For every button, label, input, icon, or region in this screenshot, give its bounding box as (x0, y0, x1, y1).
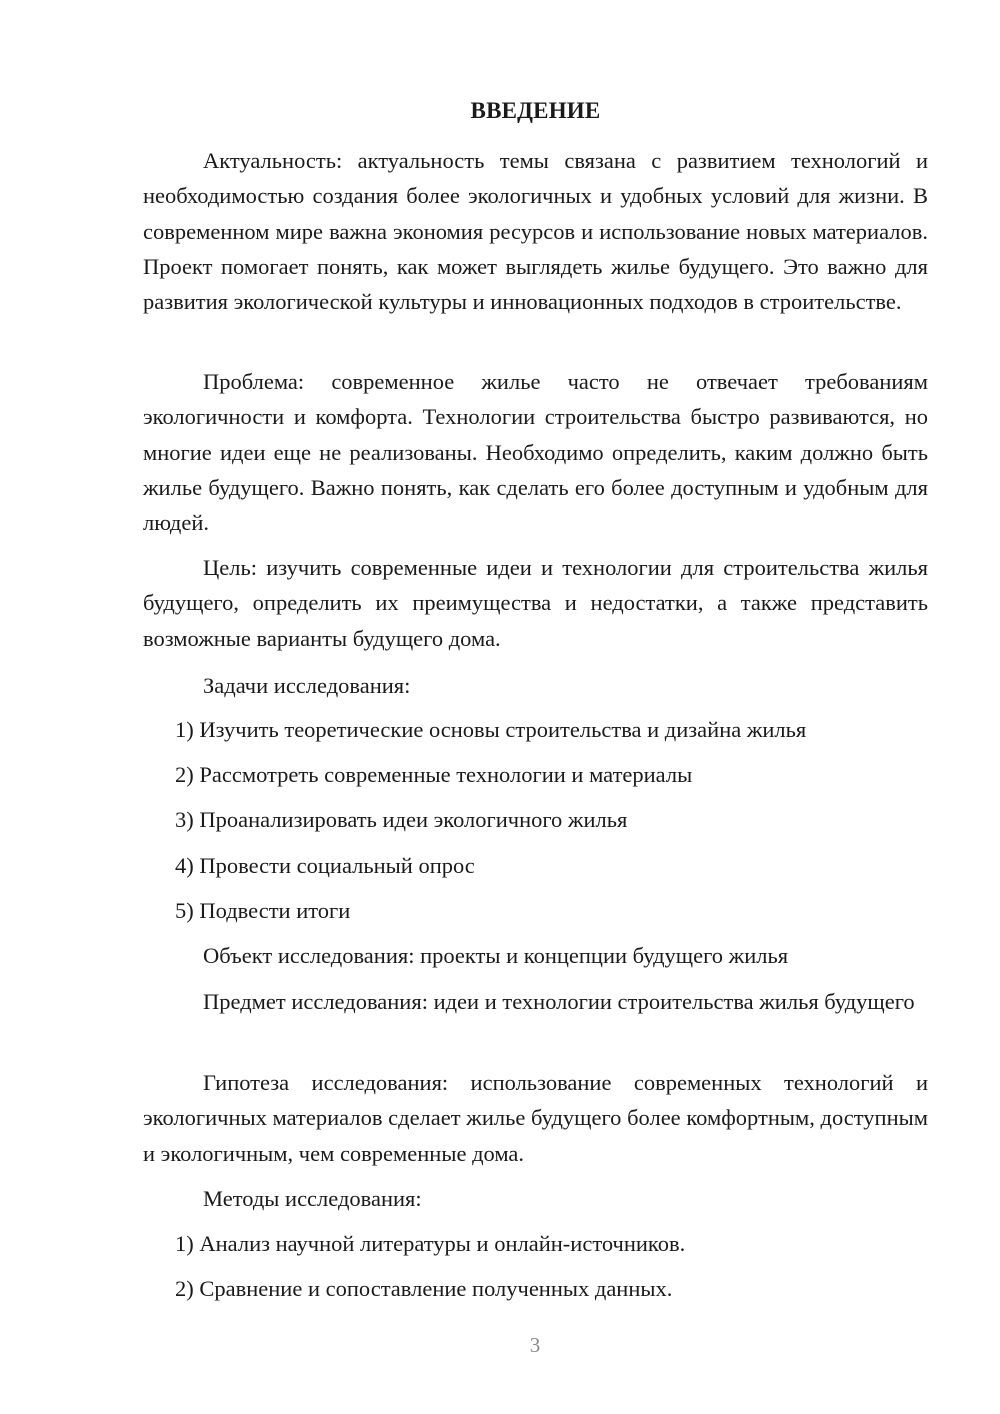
section-heading: ВВЕДЕНИЕ (470, 98, 601, 123)
goal-paragraph: Цель: изучить современные идеи и технологии для строительства жилья будущего, определить их преимущества и недостатки, а также представить возможные варианты будущего дома. (143, 555, 928, 651)
task-item-5: 5) Подвести итоги (175, 898, 351, 923)
hypothesis-paragraph: Гипотеза исследования: использование современных технологий и экологичных материалов сделает жилье будущего более комфортным, доступным и экологичным, чем современные дома. (143, 1070, 928, 1166)
relevance-paragraph: Актуальность: актуальность темы связана с развитием технологий и необходимостью создания более экологичных и удобных условий для жизни. В современном мире важна экономия ресурсов и использование новых материалов. Проект помогает понять, как может выглядеть жилье будущего. Это важно для развития экологической культуры и инновационных подходов в строительстве. (143, 148, 928, 315)
task-item-1: 1) Изучить теоретические основы строительства и дизайна жилья (175, 717, 807, 742)
methods-title: Методы исследования: (203, 1186, 422, 1211)
method-item-1: 1) Анализ научной литературы и онлайн-источников. (175, 1231, 686, 1256)
object-paragraph: Объект исследования: проекты и концепции будущего жилья (203, 943, 789, 968)
task-item-4: 4) Провести социальный опрос (175, 853, 475, 878)
subject-paragraph: Предмет исследования: идеи и технологии строительства жилья будущего (203, 989, 915, 1014)
method-item-2: 2) Сравнение и сопоставление полученных данных. (175, 1276, 673, 1301)
problem-paragraph: Проблема: современное жилье часто не отвечает требованиям экологичности и комфорта. Технологии строительства быстро развиваются, но многие идеи еще не реализованы. Необходимо определить, каким должно быть жилье будущего. Важно понять, как сделать его более доступным и удобным для людей. (143, 369, 928, 536)
task-item-3: 3) Проанализировать идеи экологичного жилья (175, 807, 628, 832)
task-item-2: 2) Рассмотреть современные технологии и материалы (175, 762, 693, 787)
page-number: 3 (529, 1333, 541, 1357)
tasks-title: Задачи исследования: (203, 673, 411, 698)
